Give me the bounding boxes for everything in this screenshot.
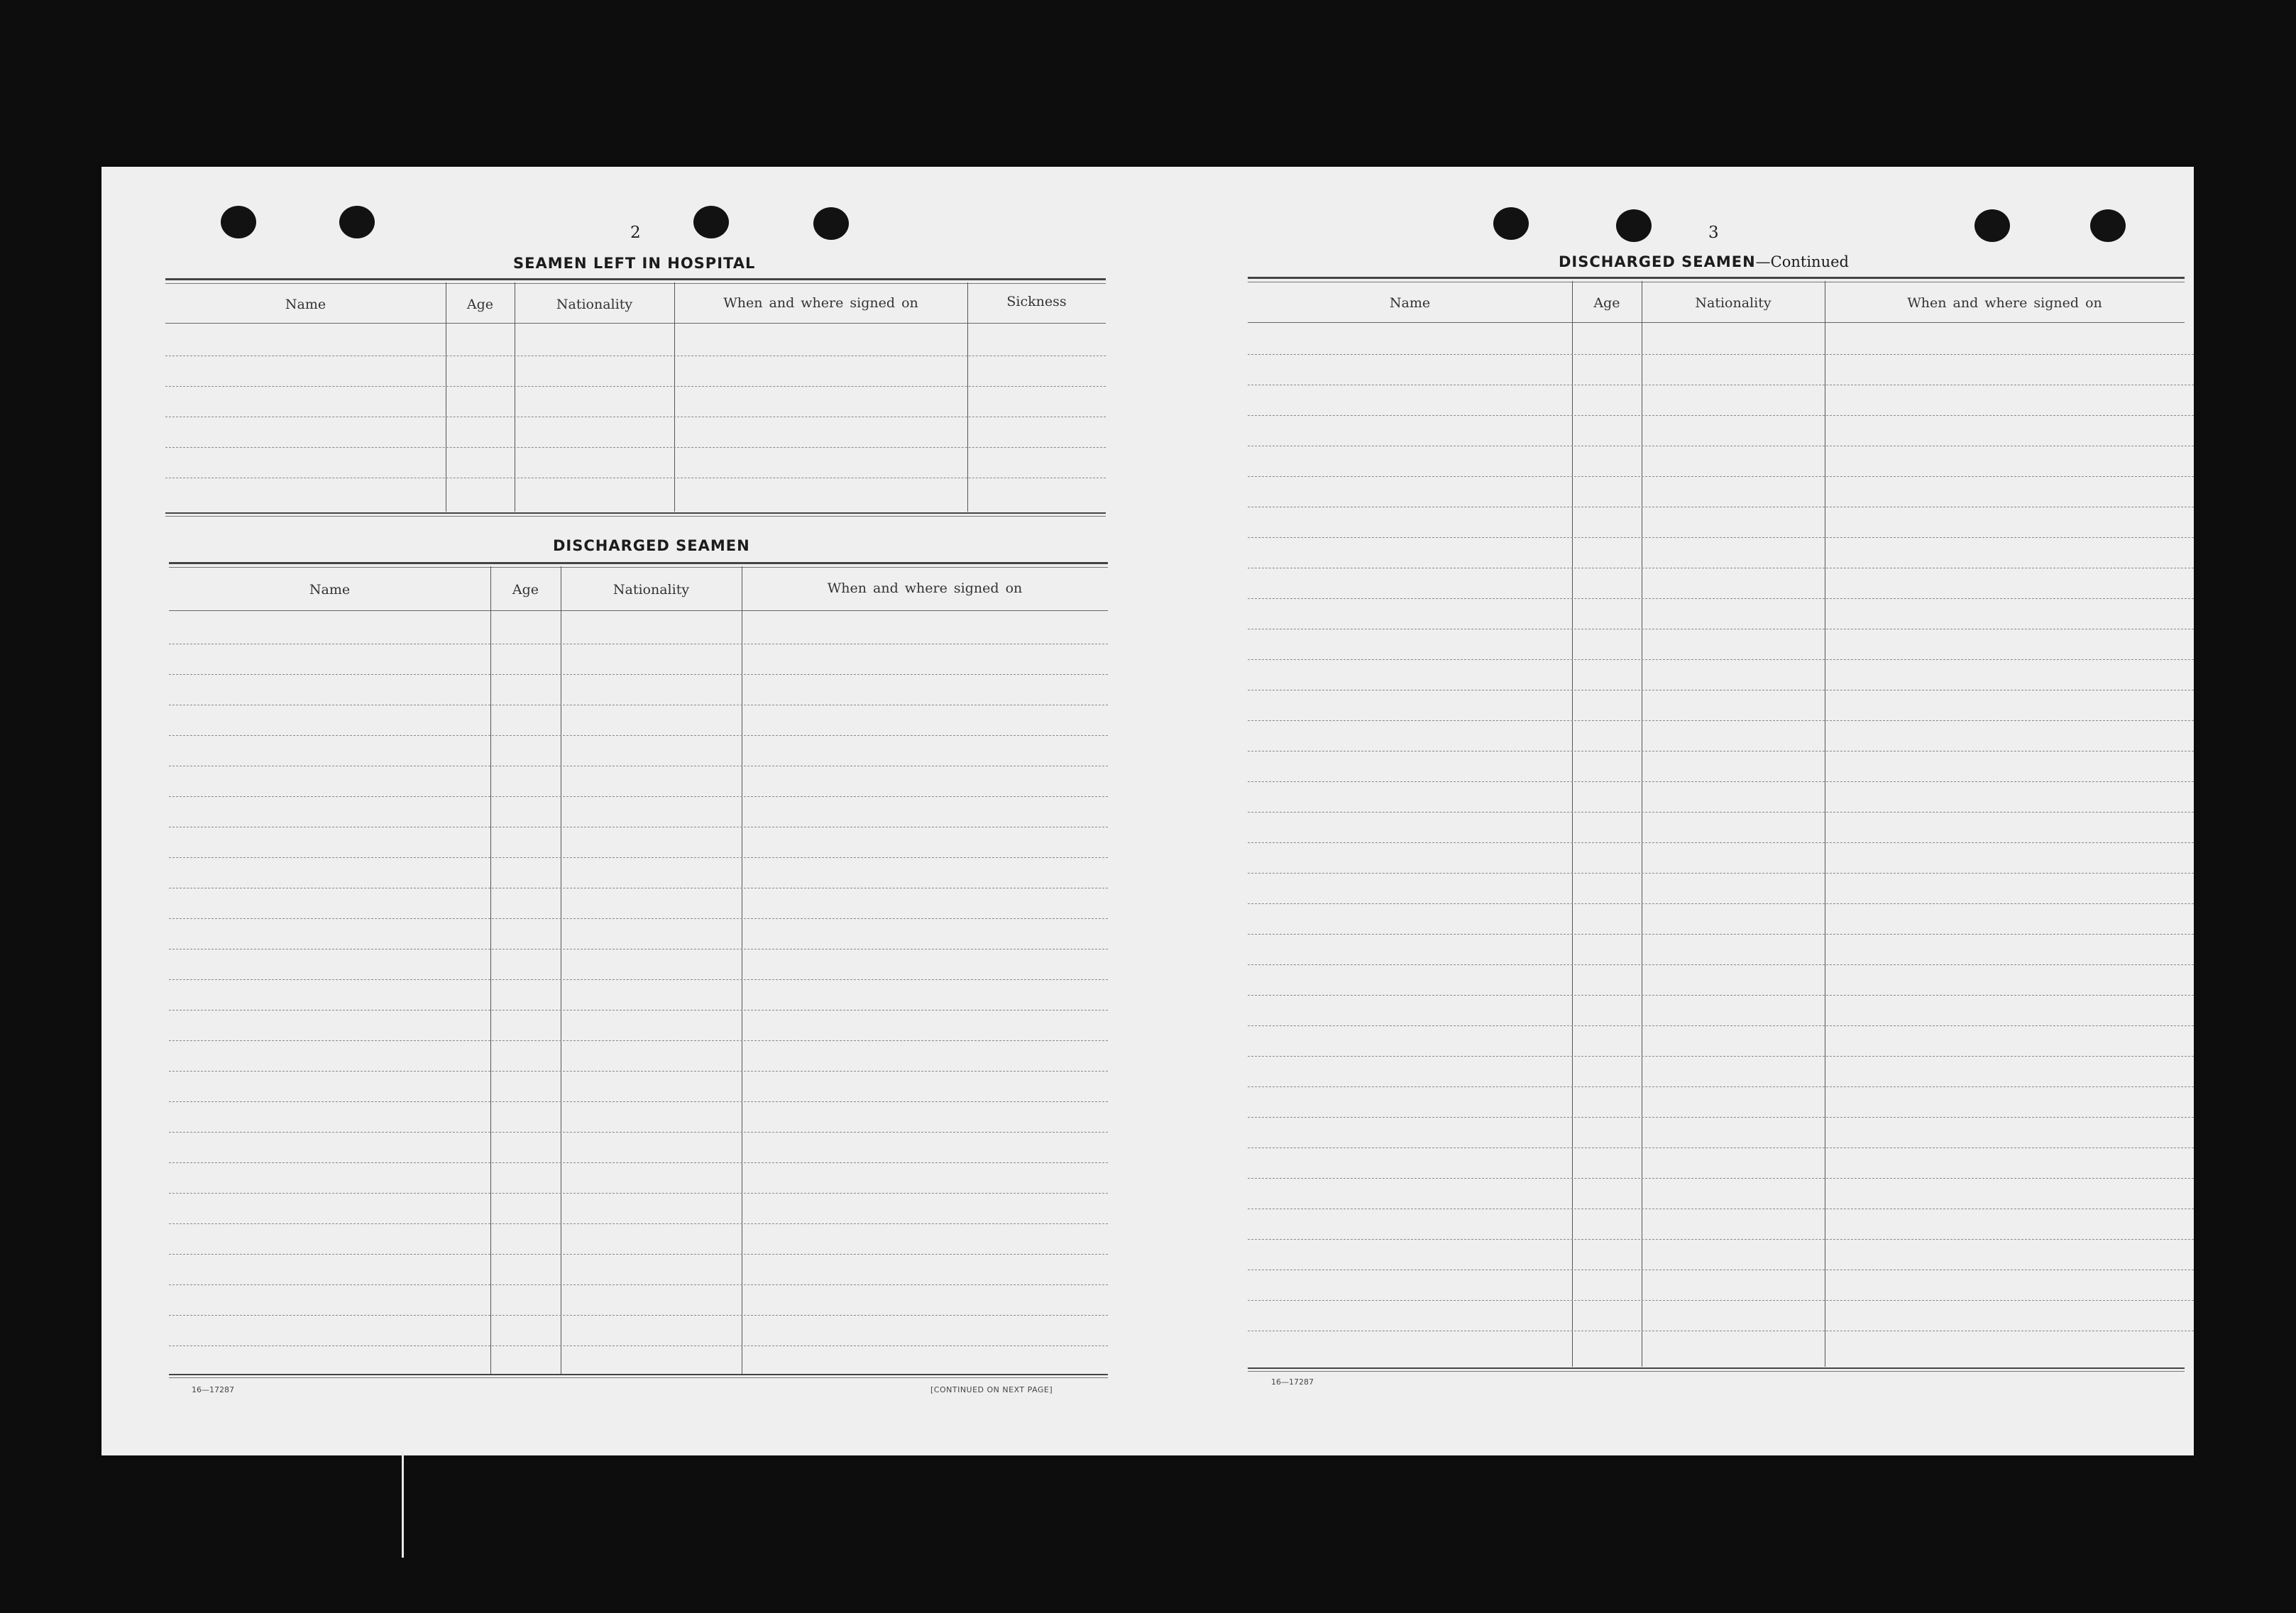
table-row: [1248, 964, 2194, 965]
table-row: [169, 979, 1108, 980]
discharged-table-right: [1248, 277, 2194, 1373]
table-row: [1248, 1178, 2194, 1179]
table-row: [169, 1315, 1108, 1316]
hospital-table: [165, 278, 1106, 517]
table-row: [165, 386, 1106, 387]
discharged-continued-title-main: DISCHARGED SEAMEN: [1559, 253, 1756, 270]
table-row: [1248, 751, 2194, 752]
table-row: [165, 447, 1106, 448]
table-row: [169, 674, 1108, 675]
table-top-rule: [169, 562, 1108, 568]
table-row: [1248, 415, 2194, 416]
table-bottom-rule: [169, 1374, 1108, 1378]
table-row: [1248, 476, 2194, 477]
column-header-when-where: When and where signed on: [827, 580, 1023, 596]
punch-hole: [1493, 207, 1529, 240]
table-row: [1248, 659, 2194, 660]
punch-hole: [693, 206, 729, 238]
column-header-sickness: Sickness: [1006, 294, 1067, 309]
table-row: [169, 796, 1108, 797]
table-row: [1248, 903, 2194, 904]
table-row: [1248, 842, 2194, 843]
punch-hole: [1616, 209, 1652, 242]
table-row: [1248, 995, 2194, 996]
table-row: [1248, 812, 2194, 813]
column-header-nationality: Nationality: [613, 582, 690, 598]
continued-suffix: —Continued: [1755, 253, 1849, 270]
page-number-left: 2: [630, 224, 641, 242]
table-row: [1248, 1147, 2194, 1148]
column-header-nationality: Nationality: [556, 297, 633, 312]
header-divider: [1248, 322, 2185, 323]
table-top-rule: [165, 278, 1106, 284]
header-divider: [169, 610, 1108, 611]
film-scratch: [402, 1451, 404, 1558]
table-row: [1248, 1025, 2194, 1026]
table-row: [169, 1040, 1108, 1041]
table-row: [169, 1254, 1108, 1255]
discharged-table-left: [169, 562, 1108, 1378]
punch-hole: [813, 207, 849, 240]
table-row: [169, 1345, 1108, 1346]
punch-hole: [339, 206, 375, 238]
table-row: [169, 1223, 1108, 1224]
continued-note: [CONTINUED ON NEXT PAGE]: [930, 1385, 1053, 1394]
table-row: [169, 918, 1108, 919]
table-row: [1248, 1117, 2194, 1118]
table-row: [1248, 720, 2194, 721]
table-row: [1248, 934, 2194, 935]
table-row: [1248, 873, 2194, 874]
column-header-when-where: When and where signed on: [1907, 295, 2102, 311]
punch-hole: [221, 206, 256, 238]
table-row: [169, 735, 1108, 736]
discharged-section-title: DISCHARGED SEAMEN: [553, 537, 750, 554]
table-row: [1248, 1086, 2194, 1087]
hospital-section-title: SEAMEN LEFT IN HOSPITAL: [513, 255, 756, 272]
table-row: [169, 1010, 1108, 1011]
table-row: [169, 1284, 1108, 1285]
table-row: [1248, 598, 2194, 599]
page-number-right: 3: [1708, 224, 1719, 242]
column-header-name: Name: [285, 297, 326, 312]
punch-hole: [1974, 209, 2010, 242]
table-row: [1248, 781, 2194, 782]
table-bottom-rule: [165, 512, 1106, 517]
table-row: [1248, 1300, 2194, 1301]
table-row: [1248, 1056, 2194, 1057]
table-row: [169, 1132, 1108, 1133]
column-header-nationality: Nationality: [1695, 295, 1772, 311]
table-row: [1248, 537, 2194, 538]
table-bottom-rule: [1248, 1367, 2185, 1372]
table-row: [169, 1193, 1108, 1194]
column-header-age: Age: [1593, 295, 1620, 311]
column-header-age: Age: [512, 582, 539, 598]
table-row: [1248, 354, 2194, 355]
form-number-right: 16—17287: [1271, 1377, 1314, 1387]
table-row: [1248, 1239, 2194, 1240]
table-row: [169, 1071, 1108, 1072]
column-header-age: Age: [466, 297, 494, 312]
discharged-continued-title: [1559, 253, 1849, 270]
table-row: [169, 857, 1108, 858]
column-header-when-where: When and where signed on: [723, 295, 918, 311]
column-divider: [1572, 281, 1573, 1367]
header-divider: [165, 323, 1106, 324]
column-header-name: Name: [309, 582, 351, 598]
table-top-rule: [1248, 277, 2185, 282]
punch-hole: [2090, 209, 2126, 242]
form-number-left: 16—17287: [192, 1385, 234, 1394]
table-row: [169, 1162, 1108, 1163]
table-row: [169, 1101, 1108, 1102]
document-sheet: [101, 167, 2194, 1455]
column-header-name: Name: [1389, 295, 1431, 311]
